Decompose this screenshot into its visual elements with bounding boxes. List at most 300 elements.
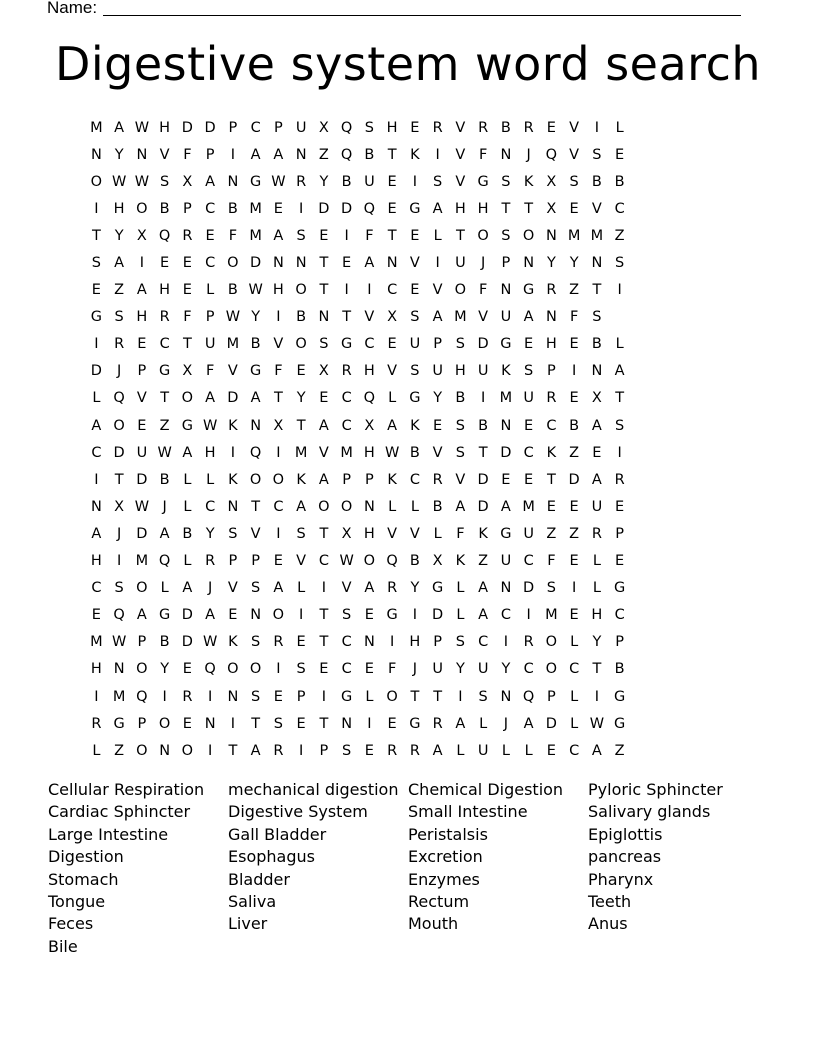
grid-letter: N (318, 309, 330, 326)
grid-letter: J (116, 525, 122, 542)
grid-letter: I (276, 661, 281, 678)
grid-letter: A (432, 309, 443, 326)
grid-letter: T (410, 688, 420, 705)
grid-row (85, 493, 631, 520)
grid-letter: I (344, 227, 349, 244)
grid-letter: L (92, 390, 101, 407)
grid-letter: K (455, 553, 466, 570)
grid-letter: P (342, 471, 351, 488)
grid-letter: O (158, 715, 171, 732)
grid-letter: V (341, 580, 352, 597)
grid-letter: Y (410, 580, 420, 597)
grid-letter: X (546, 200, 557, 217)
grid-letter: A (250, 742, 261, 759)
grid-letter: E (410, 282, 420, 299)
grid-letter: I (94, 471, 99, 488)
grid-letter: V (569, 119, 580, 136)
grid-letter: G (409, 390, 421, 407)
grid-letter: T (524, 200, 534, 217)
grid-letter: Y (296, 390, 306, 407)
grid-letter: V (227, 580, 238, 597)
grid-letter: W (225, 309, 241, 326)
grid-letter: I (298, 742, 304, 759)
grid-letter: I (526, 607, 531, 624)
grid-letter: E (273, 688, 283, 705)
grid-letter: P (251, 553, 260, 570)
grid-letter: O (181, 742, 194, 759)
grid-letter: T (296, 417, 306, 434)
grid-letter: T (615, 390, 625, 407)
grid-letter: E (387, 200, 397, 217)
grid-letter: P (137, 363, 147, 380)
grid-letter: H (113, 200, 125, 217)
grid-letter: B (250, 336, 261, 353)
grid-letter: X (318, 363, 329, 380)
grid-letter: I (367, 715, 372, 732)
grid-letter: V (455, 173, 466, 190)
grid-letter: N (341, 715, 353, 732)
grid-letter: D (432, 607, 444, 624)
grid-letter: C (250, 119, 261, 136)
grid-letter: P (137, 634, 147, 651)
grid-letter: B (159, 471, 170, 488)
grid-letter: F (547, 553, 556, 570)
grid-letter: L (160, 580, 169, 597)
grid-letter: Q (340, 146, 353, 163)
grid-letter: F (183, 146, 192, 163)
grid-letter: L (410, 498, 419, 515)
grid-letter: H (454, 200, 466, 217)
grid-letter: Z (159, 417, 170, 434)
grid-letter: A (318, 417, 329, 434)
grid-letter: E (342, 255, 352, 272)
grid-letter: S (455, 444, 465, 461)
letter-grid (85, 114, 631, 764)
grid-letter: U (500, 309, 512, 326)
grid-letter: O (295, 282, 307, 299)
grid-letter: M (249, 200, 262, 217)
grid-letter: C (364, 336, 375, 353)
grid-letter: T (319, 525, 329, 542)
grid-letter: Q (204, 661, 216, 678)
grid-row (85, 304, 631, 331)
grid-letter: D (500, 444, 512, 461)
grid-letter: A (159, 525, 170, 542)
grid-letter: L (297, 580, 306, 597)
grid-row (85, 141, 631, 168)
grid-letter: X (114, 498, 125, 515)
grid-letter: I (207, 688, 213, 705)
grid-letter: Z (478, 553, 489, 570)
grid-letter: X (546, 173, 557, 190)
grid-letter: U (409, 336, 421, 353)
grid-letter: I (594, 119, 600, 136)
grid-row (85, 385, 631, 412)
grid-letter: N (295, 255, 307, 272)
grid-letter: T (319, 634, 329, 651)
grid-letter: I (435, 146, 440, 163)
grid-letter: V (432, 282, 443, 299)
grid-letter: N (227, 498, 239, 515)
grid-row (85, 683, 631, 710)
grid-letter: A (318, 471, 329, 488)
grid-letter: K (546, 444, 557, 461)
grid-letter: T (455, 227, 465, 244)
word-bank-item: Stomach (48, 869, 119, 889)
grid-letter: W (134, 498, 150, 515)
grid-letter: C (205, 200, 216, 217)
grid-letter: N (250, 417, 262, 434)
grid-letter: D (477, 498, 489, 515)
grid-letter: U (477, 363, 489, 380)
grid-letter: H (204, 444, 216, 461)
grid-letter: N (500, 417, 512, 434)
grid-letter: I (412, 607, 418, 624)
grid-letter: X (182, 173, 193, 190)
grid-letter: E (569, 336, 579, 353)
grid-letter: O (545, 661, 558, 678)
grid-letter: N (159, 742, 171, 759)
grid-letter: C (569, 742, 580, 759)
grid-letter: E (569, 607, 579, 624)
name-label: Name: (47, 0, 98, 17)
grid-letter: L (592, 553, 601, 570)
grid-letter: D (477, 336, 489, 353)
grid-letter: C (614, 607, 625, 624)
grid-letter: O (272, 607, 285, 624)
grid-letter: B (500, 119, 511, 136)
grid-letter: R (478, 119, 489, 136)
grid-letter: A (591, 471, 602, 488)
grid-letter: I (94, 200, 99, 217)
grid-letter: P (433, 634, 442, 651)
grid-row (85, 629, 631, 656)
grid-letter: V (591, 200, 602, 217)
grid-letter: S (501, 173, 511, 190)
grid-letter: B (182, 525, 193, 542)
grid-letter: L (570, 634, 579, 651)
grid-letter: E (569, 553, 579, 570)
grid-letter: I (321, 580, 327, 597)
grid-letter: D (523, 580, 535, 597)
grid-letter: A (455, 498, 466, 515)
word-bank-item: Feces (48, 914, 94, 934)
grid-row (85, 602, 631, 629)
grid-letter: L (388, 498, 397, 515)
grid-letter: A (500, 498, 511, 515)
grid-letter: C (341, 390, 352, 407)
grid-letter: S (342, 742, 352, 759)
grid-letter: E (615, 498, 625, 515)
grid-letter: U (523, 525, 534, 542)
grid-letter: H (477, 200, 489, 217)
grid-letter: C (523, 444, 534, 461)
grid-letter: D (477, 471, 489, 488)
grid-letter: T (91, 227, 101, 244)
grid-letter: D (568, 471, 580, 488)
grid-letter: L (524, 742, 533, 759)
grid-letter: S (251, 634, 261, 651)
grid-letter: A (136, 607, 147, 624)
grid-letter: E (182, 282, 192, 299)
grid-letter: E (569, 390, 579, 407)
grid-letter: A (182, 444, 193, 461)
grid-letter: L (433, 525, 442, 542)
grid-letter: J (116, 363, 122, 380)
grid-letter: O (295, 336, 307, 353)
grid-letter: G (500, 336, 512, 353)
grid-letter: G (113, 715, 125, 732)
grid-letter: R (432, 715, 443, 732)
word-bank-item: Small Intestine (408, 802, 528, 822)
grid-letter: P (296, 688, 306, 705)
grid-letter: B (591, 173, 602, 190)
grid-letter: I (276, 525, 281, 542)
grid-letter: U (295, 119, 307, 136)
grid-letter: A (296, 498, 307, 515)
grid-letter: S (455, 634, 465, 651)
word-bank-item: Salivary glands (588, 802, 711, 822)
grid-letter: S (251, 688, 261, 705)
grid-letter: F (228, 227, 238, 244)
grid-letter: P (183, 200, 192, 217)
grid-letter: Z (546, 525, 557, 542)
grid-letter: E (524, 336, 534, 353)
grid-letter: I (503, 634, 509, 651)
grid-letter: V (250, 525, 261, 542)
grid-letter: T (228, 742, 238, 759)
grid-letter: E (91, 282, 101, 299)
grid-letter: R (432, 119, 443, 136)
grid-letter: N (500, 282, 512, 299)
grid-letter: H (409, 634, 421, 651)
grid-letter: T (251, 498, 261, 515)
grid-letter: M (135, 553, 149, 570)
grid-letter: W (134, 173, 150, 190)
grid-letter: E (160, 255, 170, 272)
grid-letter: G (181, 417, 193, 434)
grid-letter: P (501, 255, 511, 272)
grid-letter: R (91, 715, 102, 732)
word-bank-item: Anus (588, 914, 628, 934)
grid-letter: B (591, 336, 602, 353)
grid-letter: I (435, 255, 440, 272)
grid-letter: A (523, 309, 534, 326)
grid-letter: O (522, 227, 535, 244)
grid-letter: V (318, 444, 329, 461)
grid-letter: R (409, 742, 420, 759)
grid-letter: H (90, 661, 102, 678)
grid-letter: V (409, 525, 420, 542)
grid-letter: U (500, 553, 512, 570)
grid-letter: E (615, 553, 625, 570)
grid-letter: A (364, 255, 375, 272)
grid-letter: L (433, 227, 442, 244)
grid-letter: E (182, 255, 192, 272)
grid-letter: L (388, 390, 397, 407)
grid-letter: R (546, 282, 557, 299)
grid-letter: E (228, 607, 238, 624)
grid-letter: N (500, 580, 512, 597)
grid-letter: A (250, 390, 261, 407)
grid-row (85, 195, 631, 222)
grid-letter: T (387, 227, 397, 244)
grid-letter: N (500, 146, 512, 163)
grid-letter: S (91, 255, 101, 272)
grid-letter: A (364, 580, 375, 597)
grid-letter: W (589, 715, 605, 732)
grid-letter: F (365, 227, 374, 244)
grid-letter: S (273, 715, 283, 732)
grid-letter: A (250, 146, 261, 163)
grid-letter: R (159, 309, 170, 326)
grid-letter: S (478, 688, 488, 705)
grid-letter: N (227, 173, 239, 190)
grid-letter: O (227, 661, 239, 678)
grid-letter: X (387, 309, 398, 326)
grid-letter: F (205, 363, 215, 380)
grid-letter: C (500, 607, 511, 624)
grid-letter: C (546, 417, 557, 434)
grid-letter: Z (114, 742, 125, 759)
grid-letter: H (136, 309, 148, 326)
grid-letter: W (111, 634, 127, 651)
grid-letter: E (182, 715, 192, 732)
grid-letter: P (137, 715, 147, 732)
grid-letter: V (455, 119, 466, 136)
grid-letter: I (344, 282, 349, 299)
grid-letter: R (546, 390, 557, 407)
grid-letter: X (136, 227, 147, 244)
grid-letter: A (114, 255, 125, 272)
grid-letter: A (591, 742, 602, 759)
grid-letter: L (570, 715, 579, 732)
grid-letter: V (455, 471, 466, 488)
grid-letter: E (364, 607, 374, 624)
grid-letter: P (433, 336, 442, 353)
grid-letter: T (501, 200, 511, 217)
grid-letter: I (207, 742, 213, 759)
grid-letter: C (478, 634, 489, 651)
grid-letter: P (228, 553, 238, 570)
grid-letter: O (113, 417, 125, 434)
grid-letter: P (547, 363, 556, 380)
grid-letter: A (273, 580, 284, 597)
word-bank-item: Bladder (228, 869, 290, 889)
grid-letter: Y (160, 661, 170, 678)
grid-letter: S (455, 417, 465, 434)
grid-letter: W (134, 119, 150, 136)
grid-row (85, 439, 631, 466)
grid-letter: L (501, 742, 510, 759)
grid-letter: L (206, 282, 215, 299)
grid-letter: B (409, 444, 420, 461)
grid-letter: T (160, 390, 170, 407)
grid-row (85, 737, 631, 764)
grid-letter: E (91, 607, 101, 624)
grid-letter: B (455, 390, 466, 407)
grid-letter: C (91, 580, 102, 597)
grid-letter: R (182, 227, 193, 244)
grid-letter: F (478, 282, 488, 299)
grid-letter: R (432, 471, 443, 488)
grid-letter: Z (569, 282, 580, 299)
grid-letter: B (432, 498, 443, 515)
grid-letter: G (90, 309, 102, 326)
grid-letter: I (162, 688, 167, 705)
grid-letter: O (318, 498, 330, 515)
grid-letter: N (204, 715, 216, 732)
grid-letter: A (273, 227, 284, 244)
grid-letter: P (274, 119, 283, 136)
grid-letter: H (545, 336, 557, 353)
grid-letter: N (295, 146, 307, 163)
grid-letter: G (409, 200, 421, 217)
grid-letter: I (94, 688, 99, 705)
grid-letter: G (341, 336, 353, 353)
grid-letter: O (249, 471, 262, 488)
grid-letter: E (569, 498, 579, 515)
grid-letter: U (136, 444, 148, 461)
grid-letter: J (503, 715, 509, 732)
grid-letter: Z (318, 146, 329, 163)
grid-letter: I (116, 553, 122, 570)
grid-letter: W (384, 444, 400, 461)
grid-letter: N (363, 634, 375, 651)
grid-letter: C (273, 498, 284, 515)
grid-letter: X (318, 119, 329, 136)
grid-letter: Y (455, 661, 465, 678)
grid-letter: I (458, 688, 463, 705)
grid-letter: I (571, 580, 577, 597)
grid-letter: B (569, 417, 580, 434)
grid-letter: Z (569, 444, 580, 461)
grid-letter: J (162, 498, 167, 515)
word-bank-item: Digestion (48, 847, 124, 867)
word-bank-item: pancreas (588, 847, 662, 867)
grid-letter: I (230, 444, 236, 461)
grid-letter: Q (158, 227, 171, 244)
grid-letter: E (387, 173, 397, 190)
grid-letter: I (298, 607, 304, 624)
grid-letter: E (273, 553, 283, 570)
grid-letter: A (455, 715, 466, 732)
word-bank (48, 779, 768, 958)
grid-letter: C (569, 661, 580, 678)
grid-letter: A (205, 390, 216, 407)
grid-letter: E (137, 417, 147, 434)
grid-letter: W (339, 553, 354, 570)
grid-letter: I (617, 282, 622, 299)
grid-letter: I (94, 336, 99, 353)
grid-letter: S (251, 580, 261, 597)
grid-letter: F (183, 309, 192, 326)
grid-letter: E (182, 661, 192, 678)
grid-letter: N (90, 498, 102, 515)
grid-letter: S (524, 363, 534, 380)
grid-letter: R (387, 742, 398, 759)
grid-letter: P (205, 146, 215, 163)
grid-letter: Q (363, 390, 376, 407)
grid-letter: E (546, 119, 556, 136)
grid-letter: F (274, 363, 283, 380)
grid-letter: L (592, 580, 601, 597)
grid-letter: O (227, 255, 239, 272)
grid-letter: U (432, 363, 443, 380)
grid-letter: A (114, 119, 125, 136)
grid-letter: H (454, 363, 466, 380)
grid-letter: H (90, 553, 102, 570)
